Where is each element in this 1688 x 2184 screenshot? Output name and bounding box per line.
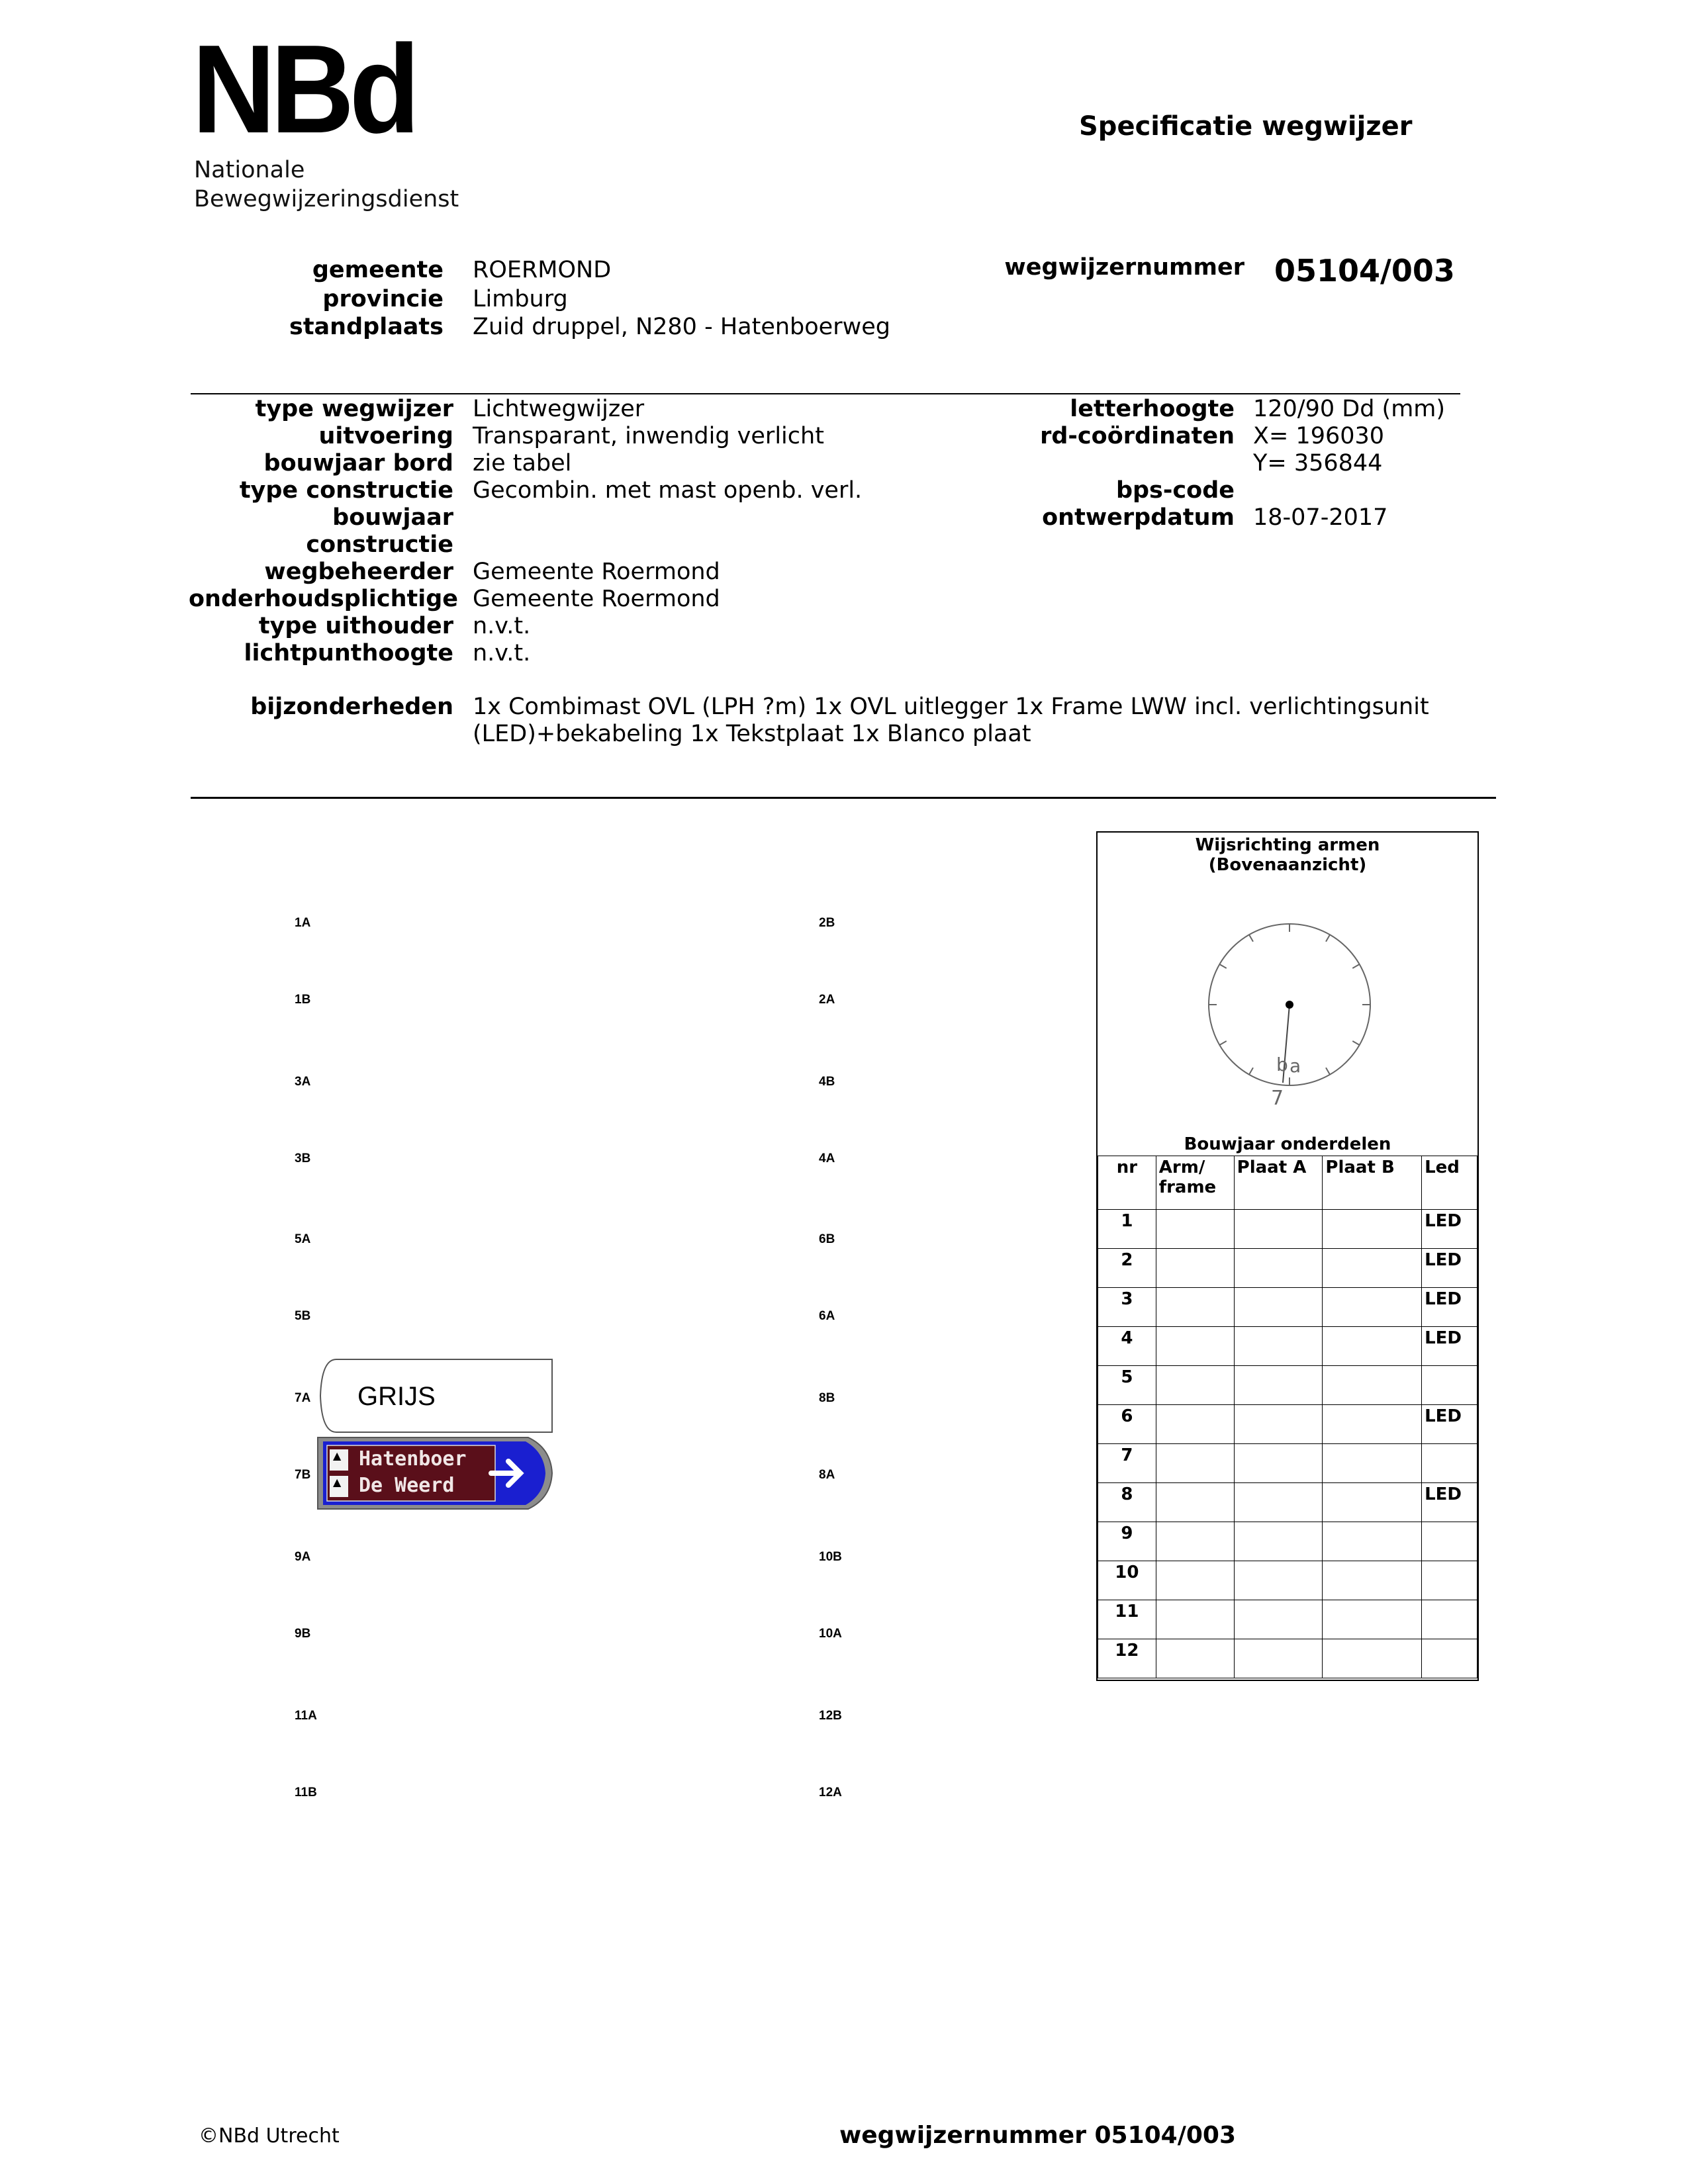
- table-cell-b: [1323, 1444, 1422, 1483]
- destination-icon: ▲: [333, 1449, 342, 1462]
- bijzonderheden-label: bijzonderheden: [250, 694, 453, 720]
- slot-label: 6B: [819, 1232, 835, 1246]
- wegbeheerder-value: Gemeente Roermond: [473, 559, 720, 585]
- col-plaat-a: Plaat A: [1234, 1156, 1323, 1210]
- slot-label: 4B: [819, 1075, 835, 1089]
- dial-tick: [1352, 1041, 1359, 1045]
- table-cell-nr: 3: [1098, 1288, 1156, 1327]
- divider-bottom: [191, 797, 1496, 799]
- bijzonderheden-line-1: 1x Combimast OVL (LPH ?m) 1x OVL uitlegger 1x Frame LWW incl. verlichtingsunit: [473, 694, 1429, 720]
- table-cell-led: [1422, 1522, 1477, 1561]
- lichtpunthoogte-value: n.v.t.: [473, 640, 531, 666]
- col-plaat-b: Plaat B: [1323, 1156, 1422, 1210]
- table-cell-led: [1422, 1639, 1477, 1678]
- table-cell-arm: [1156, 1249, 1234, 1288]
- table-cell-led: LED: [1422, 1327, 1477, 1366]
- table-cell-nr: 12: [1098, 1639, 1156, 1678]
- slot-label: 2A: [819, 993, 835, 1007]
- table-cell-arm: [1156, 1444, 1234, 1483]
- table-cell-led: [1422, 1561, 1477, 1600]
- slot-label: 11A: [295, 1709, 317, 1723]
- type-uithouder-label: type uithouder: [258, 613, 453, 639]
- footer-copyright: ©NBd Utrecht: [199, 2124, 340, 2148]
- logo-subtitle-1: Nationale: [194, 157, 305, 183]
- type-wegwijzer-label: type wegwijzer: [255, 396, 453, 422]
- slot-label: 12A: [819, 1786, 842, 1799]
- bouwjaar-bord-label: bouwjaar bord: [263, 450, 453, 477]
- table-cell-arm: [1156, 1561, 1234, 1600]
- table-cell-arm: [1156, 1210, 1234, 1249]
- table-cell-b: [1323, 1561, 1422, 1600]
- table-cell-led: LED: [1422, 1405, 1477, 1444]
- type-uithouder-value: n.v.t.: [473, 613, 531, 639]
- slot-label: 6A: [819, 1309, 835, 1323]
- table-cell-a: [1234, 1522, 1323, 1561]
- bouwjaar-bord-value: zie tabel: [473, 450, 572, 477]
- table-cell-led: LED: [1422, 1483, 1477, 1522]
- bouwjaar-table: [1098, 1156, 1477, 1678]
- gemeente-value: ROERMOND: [473, 257, 612, 283]
- bouwjaar-constructie-label-2: constructie: [306, 531, 453, 558]
- slot-label: 1B: [295, 993, 311, 1007]
- table-cell-nr: 5: [1098, 1366, 1156, 1405]
- table-cell-arm: [1156, 1483, 1234, 1522]
- table-cell-arm: [1156, 1639, 1234, 1678]
- col-arm-frame: Arm/ frame: [1156, 1156, 1234, 1210]
- slot-label: 5A: [295, 1232, 311, 1246]
- bps-code-label: bps-code: [1115, 477, 1235, 504]
- logo-subtitle-2: Bewegwijzeringsdienst: [194, 186, 459, 212]
- table-row: [1098, 1327, 1477, 1366]
- table-cell-nr: 4: [1098, 1327, 1156, 1366]
- slot-label: 5B: [295, 1309, 311, 1323]
- slot-label: 3A: [295, 1075, 311, 1089]
- table-cell-b: [1323, 1210, 1422, 1249]
- slot-label: 7B: [295, 1468, 311, 1482]
- type-constructie-label: type constructie: [239, 477, 453, 504]
- table-row: [1098, 1483, 1477, 1522]
- wegbeheerder-label: wegbeheerder: [264, 559, 453, 585]
- divider-top: [191, 393, 1460, 394]
- table-row: [1098, 1288, 1477, 1327]
- dial-tick: [1249, 934, 1253, 941]
- table-row: [1098, 1561, 1477, 1600]
- table-cell-nr: 8: [1098, 1483, 1156, 1522]
- table-row: [1098, 1366, 1477, 1405]
- destination-icon: ▲: [333, 1476, 342, 1488]
- table-row: [1098, 1522, 1477, 1561]
- table-row: [1098, 1249, 1477, 1288]
- table-cell-arm: [1156, 1600, 1234, 1639]
- rd-coordinaten-label: rd-coördinaten: [1040, 423, 1235, 449]
- table-cell-led: LED: [1422, 1210, 1477, 1249]
- slot-label: 10B: [819, 1550, 842, 1564]
- dial-label-7: 7: [1271, 1087, 1284, 1110]
- table-cell-arm: [1156, 1366, 1234, 1405]
- letterhoogte-label: letterhoogte: [1070, 396, 1235, 422]
- table-cell-arm: [1156, 1405, 1234, 1444]
- table-row: [1098, 1639, 1477, 1678]
- table-cell-a: [1234, 1210, 1323, 1249]
- panel-title-2: (Bovenaanzicht): [1208, 855, 1367, 875]
- uitvoering-value: Transparant, inwendig verlicht: [473, 423, 824, 449]
- arms-direction-panel: [1096, 831, 1479, 1681]
- dial-tick: [1352, 964, 1359, 968]
- table-cell-a: [1234, 1639, 1323, 1678]
- wegwijzernummer-value: 05104/003: [1274, 253, 1455, 289]
- dial-tick: [1326, 934, 1330, 941]
- slot-label: 9B: [295, 1627, 311, 1641]
- table-cell-b: [1323, 1249, 1422, 1288]
- dial-tick: [1219, 964, 1226, 968]
- letterhoogte-value: 120/90 Dd (mm): [1253, 396, 1446, 422]
- table-cell-led: [1422, 1366, 1477, 1405]
- slot-label: 8B: [819, 1391, 835, 1405]
- ontwerpdatum-label: ontwerpdatum: [1042, 504, 1235, 531]
- slot-label: 3B: [295, 1152, 311, 1165]
- table-cell-nr: 11: [1098, 1600, 1156, 1639]
- sign-destination-1: Hatenboer: [359, 1447, 467, 1471]
- table-cell-b: [1323, 1639, 1422, 1678]
- type-constructie-value: Gecombin. met mast openb. verl.: [473, 477, 863, 504]
- table-cell-nr: 10: [1098, 1561, 1156, 1600]
- bijzonderheden-line-2: (LED)+bekabeling 1x Tekstplaat 1x Blanco plaat: [473, 721, 1031, 747]
- table-cell-nr: 6: [1098, 1405, 1156, 1444]
- nbd-logo: NBd: [192, 19, 416, 159]
- slot-label: 10A: [819, 1627, 842, 1641]
- panel-title-1: Wijsrichting armen: [1195, 835, 1380, 855]
- dial-tick: [1326, 1068, 1330, 1074]
- table-row: [1098, 1600, 1477, 1639]
- slot-label: 2B: [819, 916, 835, 930]
- table-cell-a: [1234, 1561, 1323, 1600]
- uitvoering-label: uitvoering: [318, 423, 453, 449]
- table-cell-a: [1234, 1327, 1323, 1366]
- dial-label-b: b: [1276, 1054, 1288, 1075]
- table-cell-led: LED: [1422, 1249, 1477, 1288]
- table-cell-a: [1234, 1444, 1323, 1483]
- provincie-value: Limburg: [473, 286, 568, 312]
- table-cell-b: [1323, 1522, 1422, 1561]
- slot-label: 4A: [819, 1152, 835, 1165]
- onderhoudsplichtige-value: Gemeente Roermond: [473, 586, 720, 612]
- table-cell-nr: 1: [1098, 1210, 1156, 1249]
- table-cell-b: [1323, 1288, 1422, 1327]
- footer-number: wegwijzernummer 05104/003: [839, 2122, 1237, 2149]
- slot-label: 8A: [819, 1468, 835, 1482]
- table-cell-a: [1234, 1405, 1323, 1444]
- sign-plate-a-text: GRIJS: [357, 1382, 436, 1411]
- col-led: Led: [1422, 1156, 1477, 1210]
- table-cell-led: LED: [1422, 1288, 1477, 1327]
- rd-x-value: X= 196030: [1253, 423, 1385, 449]
- type-wegwijzer-value: Lichtwegwijzer: [473, 396, 645, 422]
- table-row: [1098, 1210, 1477, 1249]
- table-cell-arm: [1156, 1522, 1234, 1561]
- table-cell-a: [1234, 1366, 1323, 1405]
- document-title: Specificatie wegwijzer: [1079, 111, 1413, 142]
- table-row: [1098, 1405, 1477, 1444]
- table-cell-arm: [1156, 1288, 1234, 1327]
- slot-label: 12B: [819, 1709, 842, 1723]
- dial-tick: [1219, 1041, 1226, 1045]
- table-cell-led: [1422, 1600, 1477, 1639]
- table-cell-led: [1422, 1444, 1477, 1483]
- table-cell-nr: 7: [1098, 1444, 1156, 1483]
- sign-destination-2: De Weerd: [359, 1474, 455, 1497]
- slot-label: 7A: [295, 1391, 311, 1405]
- lichtpunthoogte-label: lichtpunthoogte: [244, 640, 453, 666]
- rd-y-value: Y= 356844: [1253, 450, 1383, 477]
- table-cell-a: [1234, 1249, 1323, 1288]
- table-cell-b: [1323, 1327, 1422, 1366]
- slot-label: 11B: [295, 1786, 317, 1799]
- provincie-label: provincie: [322, 286, 444, 312]
- table-cell-arm: [1156, 1327, 1234, 1366]
- dial-tick: [1249, 1068, 1253, 1074]
- sign-plate-a: [316, 1358, 555, 1433]
- dial-label-a: a: [1289, 1055, 1301, 1077]
- table-cell-a: [1234, 1483, 1323, 1522]
- col-nr: nr: [1098, 1156, 1156, 1210]
- table-cell-b: [1323, 1366, 1422, 1405]
- bouwjaar-constructie-label-1: bouwjaar: [332, 504, 453, 531]
- table-cell-a: [1234, 1600, 1323, 1639]
- table-cell-b: [1323, 1405, 1422, 1444]
- slot-label: 9A: [295, 1550, 311, 1564]
- table-cell-a: [1234, 1288, 1323, 1327]
- table-row: [1098, 1444, 1477, 1483]
- table-cell-b: [1323, 1600, 1422, 1639]
- ontwerpdatum-value: 18-07-2017: [1253, 504, 1388, 531]
- gemeente-label: gemeente: [312, 257, 444, 283]
- table-cell-nr: 2: [1098, 1249, 1156, 1288]
- table-cell-nr: 9: [1098, 1522, 1156, 1561]
- onderhoudsplichtige-label: onderhoudsplichtige: [189, 586, 459, 612]
- standplaats-value: Zuid druppel, N280 - Hatenboerweg: [473, 314, 890, 340]
- wegwijzernummer-label: wegwijzernummer: [1004, 254, 1244, 281]
- standplaats-label: standplaats: [289, 314, 444, 340]
- table-cell-b: [1323, 1483, 1422, 1522]
- slot-label: 1A: [295, 916, 311, 930]
- table-title: Bouwjaar onderdelen: [1184, 1134, 1391, 1154]
